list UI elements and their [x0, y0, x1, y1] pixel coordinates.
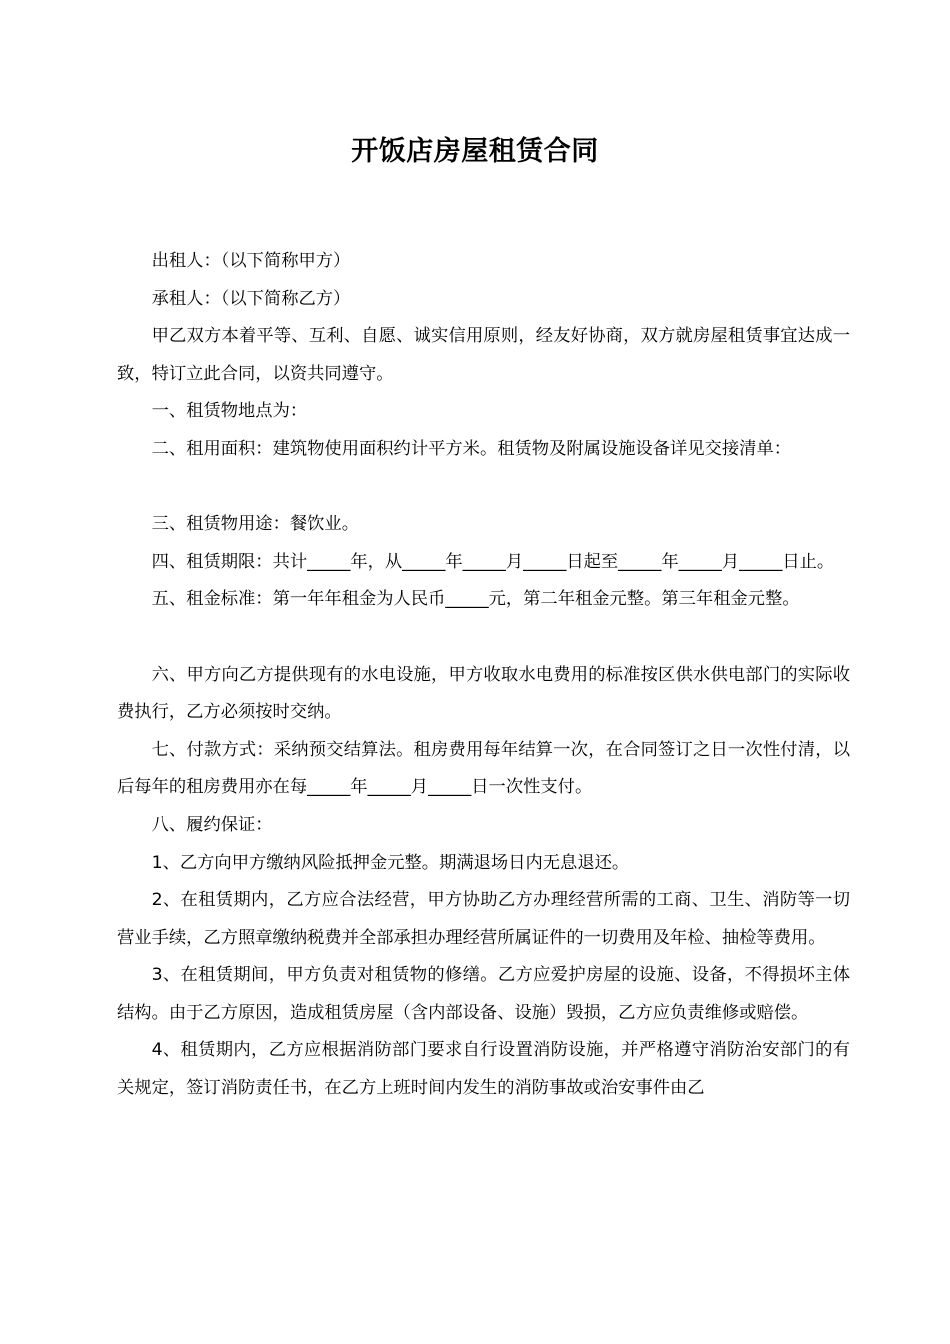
paragraph-clause-5: 五、租金标准：第一年年租金为人民币_____元，第二年租金元整。第三年租金元整。 [151, 589, 800, 610]
paragraph-clause-1: 一、租赁物地点为： [151, 401, 308, 422]
paragraph-guarantee-4: 4、租赁期内，乙方应根据消防部门要求自行设置消防设施，并严格遵守消防治安部门的有关规定，签订消防责任书，在乙方上班时间内发生的消防事故或治安事件由乙 [117, 1040, 850, 1099]
paragraph-clause-8: 八、履约保证： [151, 814, 273, 835]
paragraph-guarantee-1: 1、乙方向甲方缴纳风险抵押金元整。期满退场日内无息退还。 [151, 852, 630, 873]
paragraph-clause-7: 七、付款方式：采纳预交结算法。租房费用每年结算一次，在合同签订之日一次性付清，以后每年的租房费用亦在每_____年_____月_____日一次性支付。 [117, 739, 850, 798]
paragraph-guarantee-3: 3、在租赁期间，甲方负责对租赁物的修缮。乙方应爱护房屋的设施、设备，不得损坏主体结构。由于乙方原因，造成租赁房屋（含内部设备、设施）毁损，乙方应负责维修或赔偿。 [117, 965, 850, 1023]
blank-line [117, 469, 850, 507]
paragraph-clause-4: 四、租赁期限：共计_____年，从_____年_____月_____日起至_____年_____月_____日止。 [151, 551, 835, 572]
paragraph-lessor: 出租人：（以下简称甲方） [151, 251, 351, 271]
contract-body [117, 243, 850, 1108]
paragraph-lessee: 承租人：（以下简称乙方） [151, 288, 351, 309]
paragraph-clause-6: 六、甲方向乙方提供现有的水电设施，甲方收取水电费用的标准按区供水供电部门的实际收费执行，乙方必须按时交纳。 [117, 664, 850, 723]
paragraph-clause-3: 三、租赁物用途：餐饮业。 [151, 514, 359, 535]
paragraph-clause-2: 二、租用面积：建筑物使用面积约计平方米。租赁物及附属设施设备详见交接清单： [151, 438, 792, 459]
document-title: 开饭店房屋租赁合同 [351, 136, 599, 167]
blank-line [117, 619, 850, 657]
paragraph-preamble: 甲乙双方本着平等、互利、自愿、诚实信用原则，经友好协商，双方就房屋租赁事宜达成一致，特订立此合同，以资共同遵守。 [117, 326, 850, 384]
paragraph-guarantee-2: 2、在租赁期内，乙方应合法经营，甲方协助乙方办理经营所需的工商、卫生、消防等一切营业手续，乙方照章缴纳税费并全部承担办理经营所属证件的一切费用及年检、抽检等费用。 [117, 890, 850, 948]
